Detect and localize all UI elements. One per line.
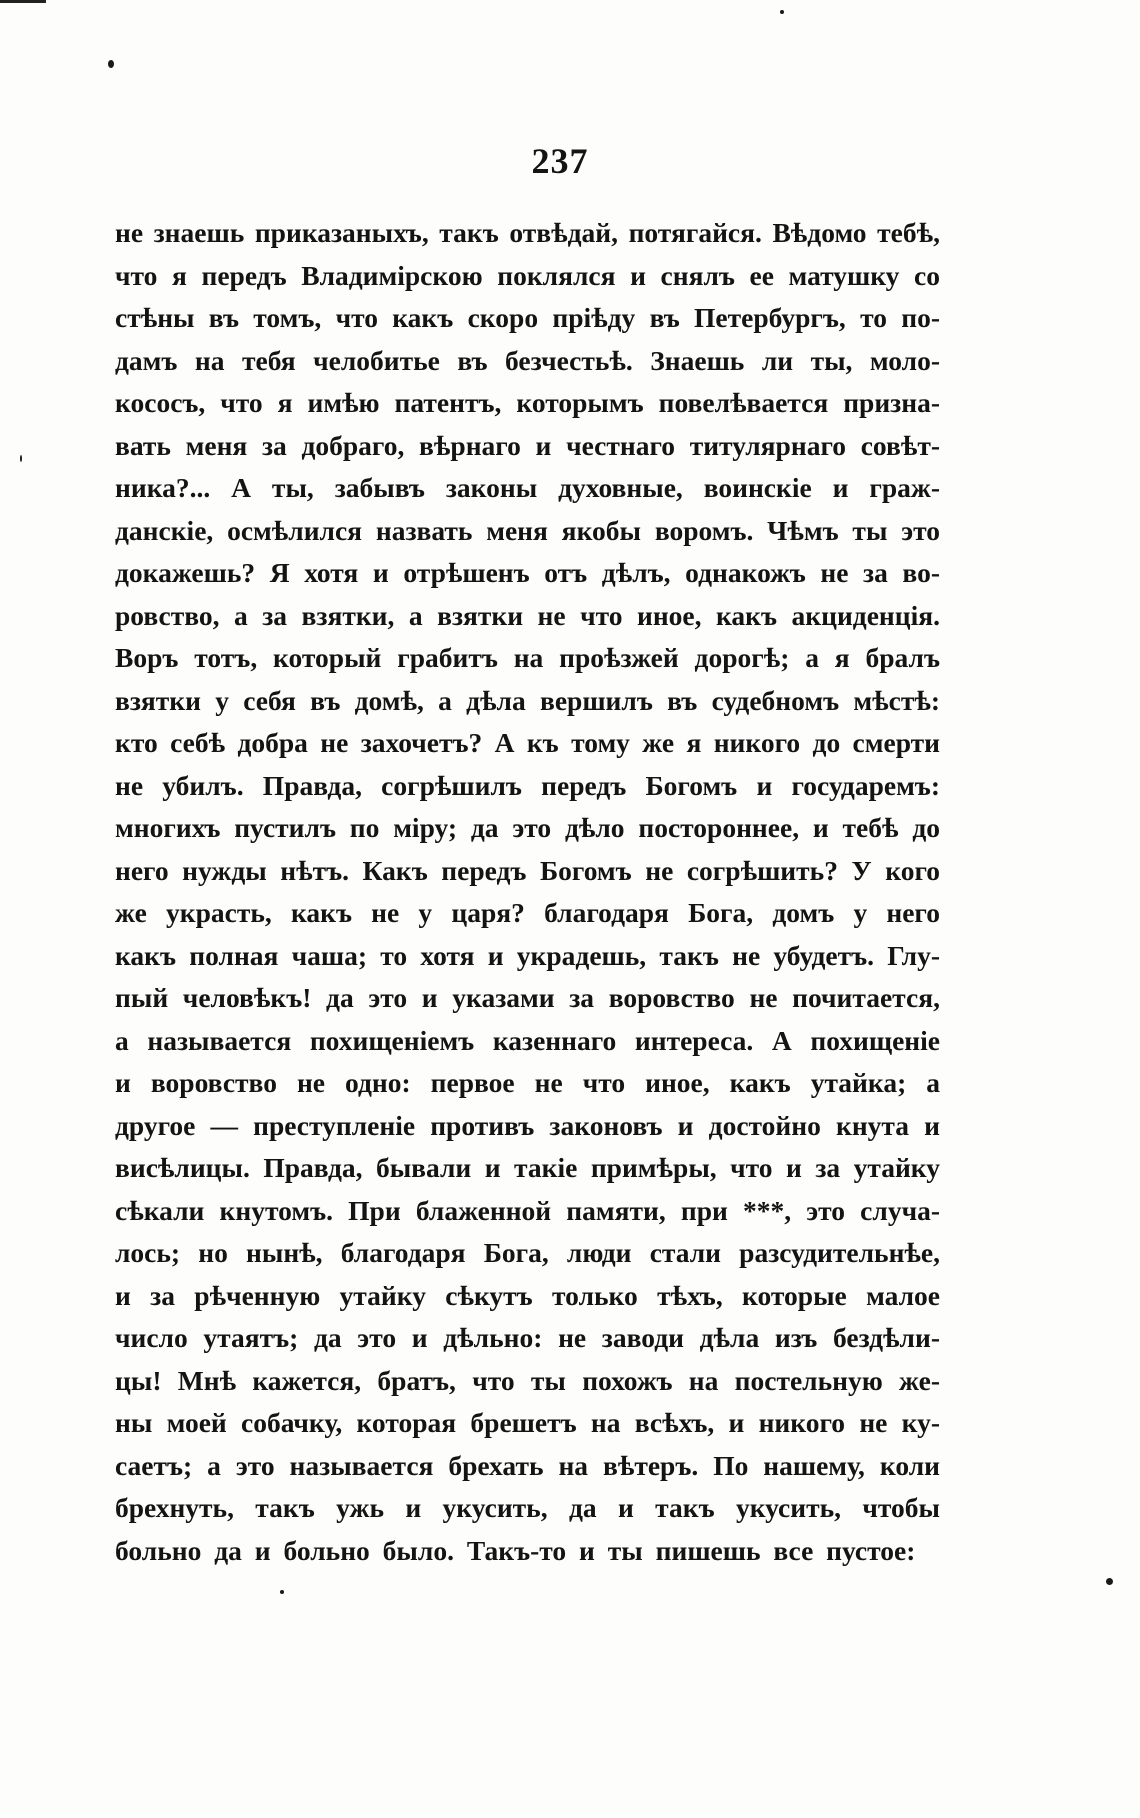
text-line: дамъ на тебя челобитье въ безчестьѣ. Знаешь ли ты, моло- [115,344,940,376]
text-line: саетъ; а это называется брехать на вѣтеръ. По нашему, коли [115,1449,940,1481]
text-line: же украсть, какъ не у царя? благодаря Бога, домъ у него [115,897,940,928]
text-line: какъ полная чаша; то хотя и украдешь, такъ не убудетъ. Глу- [115,939,940,971]
text-line: многихъ пустилъ по міру; да это дѣло постороннее, и тебѣ до [115,812,940,843]
text-line: и за рѣченную утайку сѣкутъ только тѣхъ, которые малое [115,1279,940,1311]
text-line: не убилъ. Правда, согрѣшилъ передъ Богомъ и государемъ: [115,769,940,801]
text-line: число утаятъ; да это и дѣльно: не заводи дѣла изъ бездѣли- [115,1322,940,1353]
scan-speck [780,10,784,14]
text-line: ны моей собачку, которая брешетъ на всѣхъ, и никого не ку- [115,1407,940,1438]
text-line: сѣкали кнутомъ. При блаженной памяти, при ***, это случа- [115,1194,940,1226]
scan-speck [280,1590,284,1594]
text-line: висѣлицы. Правда, бывали и такіе примѣры, что и за утайку [115,1152,940,1183]
text-line: больно да и больно было. Такъ-то и ты пишешь все пустое: [115,1534,916,1566]
scan-speck [20,455,22,462]
text-line: докажешь? Я хотя и отрѣшенъ отъ дѣлъ, однакожъ не за во- [115,557,940,588]
text-line: стѣны въ томъ, что какъ скоро пріѣду въ Петербургъ, то по- [115,302,940,333]
page-number: 237 [531,141,589,181]
text-line: ровство, а за взятки, а взятки не что иное, какъ акциденція. [115,599,940,631]
text-line: брехнуть, такъ ужь и укусить, да и такъ укусить, чтобы [115,1492,940,1523]
text-line: ника?... А ты, забывъ законы духовные, воинскіе и граж- [115,472,940,503]
text-line: Воръ тотъ, который грабитъ на проѣзжей дорогѣ; а я бралъ [115,642,940,673]
text-line: а называется похищеніемъ казеннаго интереса. А похищеніе [115,1024,940,1056]
text-line: другое — преступленіе противъ законовъ и достойно кнута и [115,1109,940,1141]
scan-speck [108,60,114,68]
text-line: него нужды нѣтъ. Какъ передъ Богомъ не согрѣшить? У кого [115,854,940,886]
text-line: вать меня за добраго, вѣрнаго и честнаго титулярнаго совѣт- [115,429,940,461]
text-line: не знаешь приказаныхъ, такъ отвѣдай, потягайся. Вѣдомо тебѣ, [115,217,940,248]
text-line: лось; но нынѣ, благодаря Бога, люди стали разсудительнѣе, [115,1237,940,1268]
scan-edge-mark [0,0,46,3]
text-line: что я передъ Владимірскою поклялся и снялъ ее матушку со [115,259,940,291]
text-line: пый человѣкъ! да это и указами за воровство не почитается, [115,982,940,1013]
scan-speck [1106,1578,1113,1585]
text-line: данскіе, осмѣлился назвать меня якобы воромъ. Чѣмъ ты это [115,514,940,546]
text-line: кто себѣ добра не захочетъ? А къ тому же я никого до смерти [115,727,940,758]
text-line: косоcъ, что я имѣю патентъ, которымъ повелѣвается призна- [115,387,940,418]
text-line: взятки у себя въ домѣ, а дѣла вершилъ въ судебномъ мѣстѣ: [115,684,940,716]
text-line: и воровство не одно: первое не что иное, какъ утайка; а [115,1067,940,1098]
text-line: цы! Мнѣ кажется, братъ, что ты похожъ на постельную же- [115,1364,940,1396]
body-text [115,212,940,1572]
